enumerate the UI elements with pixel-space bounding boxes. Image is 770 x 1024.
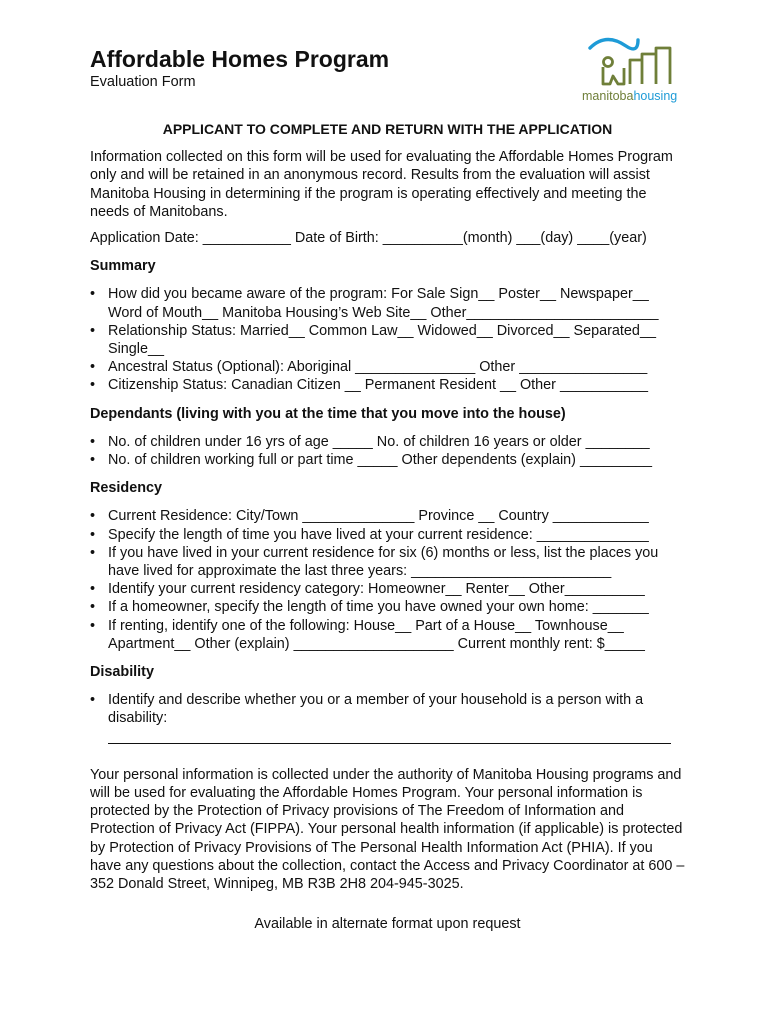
summary-item-ancestral[interactable]: • Ancestral Status (Optional): Aboriginal _______________ Other ________________	[90, 358, 685, 376]
residency-item-homeowner-length[interactable]: • If a homeowner, specify the length of time you have owned your own home: _______	[90, 598, 685, 616]
dependants-item-children-working[interactable]: • No. of children working full or part time _____ Other dependents (explain) _________	[90, 451, 685, 469]
residency-item-current-residence[interactable]: • Current Residence: City/Town ______________ Province __ Country ____________	[90, 507, 685, 525]
application-date-line[interactable]: Application Date: ___________ Date of Birth: __________(month) ___(day) ____(year)	[90, 230, 647, 247]
residency-heading: Residency	[90, 480, 162, 497]
dependants-list	[90, 433, 685, 469]
document-title: Affordable Homes Program	[90, 46, 390, 72]
document-subtitle: Evaluation Form	[90, 74, 196, 90]
summary-item-citizenship[interactable]: • Citizenship Status: Canadian Citizen __ Permanent Resident __ Other ___________	[90, 376, 685, 394]
logo-wordmark-housing: housing	[633, 89, 678, 103]
summary-item-awareness[interactable]: • How did you became aware of the program: For Sale Sign__ Poster__ Newspaper__ Word of Mouth__ Manitoba Housing’s Web Site__ Other________________________	[90, 285, 685, 321]
dependants-item-children-under-16[interactable]: • No. of children under 16 yrs of age _____ No. of children 16 years or older ________	[90, 433, 685, 451]
residency-item-length-of-time[interactable]: • Specify the length of time you have lived at your current residence: ______________	[90, 526, 685, 544]
logo-wordmark-manitoba: manitoba	[582, 89, 634, 103]
dependants-heading: Dependants (living with you at the time that you move into the house)	[90, 405, 566, 422]
instructions-heading: APPLICANT TO COMPLETE AND RETURN WITH THE APPLICATION	[162, 121, 613, 137]
summary-item-relationship[interactable]: • Relationship Status: Married__ Common Law__ Widowed__ Divorced__ Separated__ Single__	[90, 322, 685, 358]
intro-paragraph: Information collected on this form will be used for evaluating the Affordable Homes Program only and will be retained in an anonymous record. Results from the evaluation will assist Manitoba Housing in determining if the program is operating effectively and meeting the needs of Manitobans.	[90, 149, 673, 220]
alternate-format-note: Available in alternate format upon request	[254, 916, 521, 933]
summary-heading: Summary	[90, 258, 156, 275]
residency-item-previous-places[interactable]: • If you have lived in your current residence for six (6) months or less, list the places you have lived for approximate the last three years: _________________________	[90, 544, 685, 580]
form-body	[90, 120, 685, 933]
disability-question: Identify and describe whether you or a member of your household is a person with a disability:	[108, 692, 644, 727]
disability-list	[90, 691, 685, 743]
logo-wordmark	[582, 89, 677, 103]
residency-item-category[interactable]: • Identify your current residency category: Homeowner__ Renter__ Other__________	[90, 580, 685, 598]
residency-list	[90, 507, 685, 653]
privacy-notice: Your personal information is collected under the authority of Manitoba Housing programs and will be used for evaluating the Affordable Homes Program. Your personal information is protected by the Protection of Privacy provisions of The Freedom of Information and Protection of Privacy Act (FIPPA). Your personal health information (if applicable) is protected by Protection of Privacy Provisions of The Personal Health Information Act (PHIA). If you have any questions about the collection, contact the Access and Privacy Coordinator at 600 – 352 Donald Street, Winnipeg, MB R3B 2H8 204-945-3025.	[90, 766, 685, 892]
summary-list	[90, 285, 685, 394]
disability-heading: Disability	[90, 664, 154, 681]
disability-item-describe[interactable]	[90, 691, 685, 743]
residency-item-renting[interactable]: • If renting, identify one of the following: House__ Part of a House__ Townhouse__ Apartment__ Other (explain) ____________________ Current monthly rent: $_____	[90, 617, 685, 653]
disability-answer-line[interactable]	[108, 738, 671, 744]
